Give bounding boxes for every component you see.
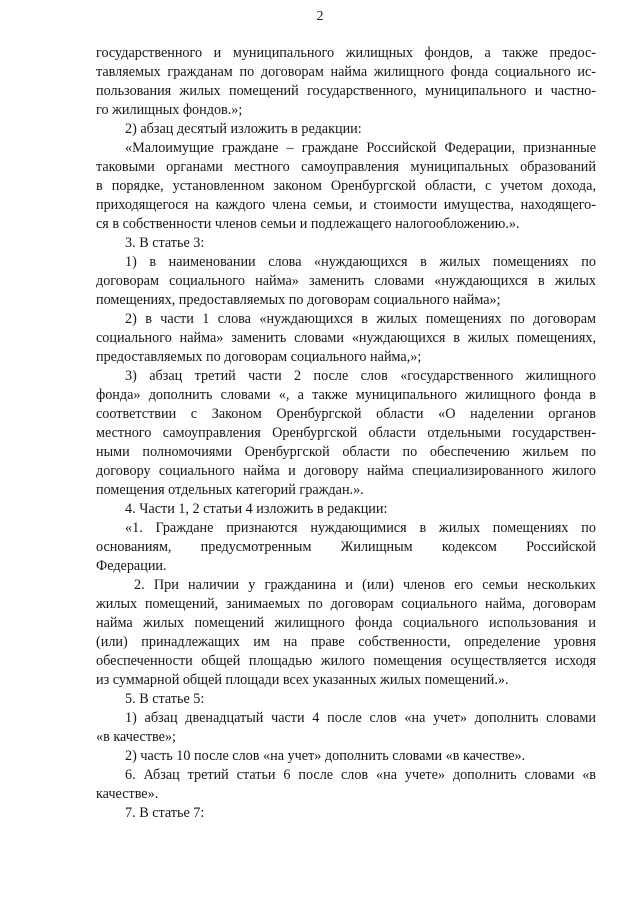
text-line: основаниям, предусмотренным Жилищным кодексом Российской (96, 539, 596, 555)
text-line: 3) абзац третий части 2 после слов «государственного жилищного (125, 368, 596, 384)
text-line: 2) абзац десятый изложить в редакции: (125, 121, 362, 137)
text-line: «в качестве»; (96, 729, 176, 745)
text-line: 7. В статье 7: (125, 805, 205, 821)
text-line: фонда» дополнить словами «, а также муниципального жилищного фонда в (96, 387, 596, 403)
text-line: «Малоимущие граждане – граждане Российской Федерации, признанные (125, 140, 596, 156)
text-line: обеспеченности общей площадью жилого помещения осуществляется исходя (96, 653, 596, 669)
text-line: договорам социального найма» заменить словами «нуждающихся в жилых (96, 273, 596, 289)
text-line: Федерации. (96, 558, 167, 574)
text-line: местного самоуправления Оренбургской области отдельными государствен- (96, 425, 596, 441)
text-line: 2. При наличии у гражданина и (или) членов его семьи нескольких (134, 577, 596, 593)
text-line: соответствии с Законом Оренбургской области «О наделении органов (96, 406, 596, 422)
text-line: 1) абзац двенадцатый части 4 после слов «на учет» дополнить словами (125, 710, 596, 726)
text-line: пользования жилых помещений государственного, муниципального и частно- (96, 83, 596, 99)
text-line: жилых помещений, занимаемых по договорам социального найма, договорам (96, 596, 596, 612)
text-line: предоставляемых по договорам социального найма,»; (96, 349, 422, 365)
text-line: из суммарной общей площади всех указанных жилых помещений.». (96, 672, 509, 688)
text-line: 5. В статье 5: (125, 691, 205, 707)
text-line: 3. В статье 3: (125, 235, 205, 251)
text-line: государственного и муниципального жилищных фондов, а также предос- (96, 45, 596, 61)
text-line: ся в собственности членов семьи и подлежащего налогообложению.». (96, 216, 520, 232)
text-line: приходящегося на каждого члена семьи, и стоимости имущества, находящего- (96, 197, 596, 213)
text-line: 2) часть 10 после слов «на учет» дополнить словами «в качестве». (125, 748, 526, 764)
text-line: социального найма» заменить словами «нуждающихся в жилых помещениях, (96, 330, 596, 346)
text-line: найма жилых помещений жилищного фонда социального использования и (96, 615, 596, 631)
text-line: ными полномочиями Оренбургской области по обеспечению жильем по (96, 444, 596, 460)
page-number: 2 (316, 9, 324, 24)
text-line: в порядке, установленном законом Оренбургской области, с учетом дохода, (96, 178, 596, 194)
text-line: 1) в наименовании слова «нуждающихся в жилых помещениях по (125, 254, 596, 270)
text-line: качестве». (96, 786, 159, 802)
text-line: го жилищных фондов.»; (96, 102, 243, 118)
text-line: помещениях, предоставляемых по договорам социального найма»; (96, 292, 501, 308)
text-line: (или) принадлежащих им на праве собственности, определение уровня (96, 634, 596, 650)
text-line: 2) в части 1 слова «нуждающихся в жилых помещениях по договорам (125, 311, 596, 327)
text-line: таковыми органами местного самоуправления муниципальных образований (96, 159, 596, 175)
text-line: 4. Части 1, 2 статьи 4 изложить в редакции: (125, 501, 388, 517)
text-line: договору социального найма и договору найма специализированного жилого (96, 463, 596, 479)
text-line: «1. Граждане признаются нуждающимися в жилых помещениях по (125, 520, 596, 536)
text-line: 6. Абзац третий статьи 6 после слов «на учете» дополнить словами «в (125, 767, 596, 783)
text-line: тавляемых гражданам по договорам найма жилищного фонда социального ис- (96, 64, 596, 80)
text-line: помещения отдельных категорий граждан.». (96, 482, 364, 498)
